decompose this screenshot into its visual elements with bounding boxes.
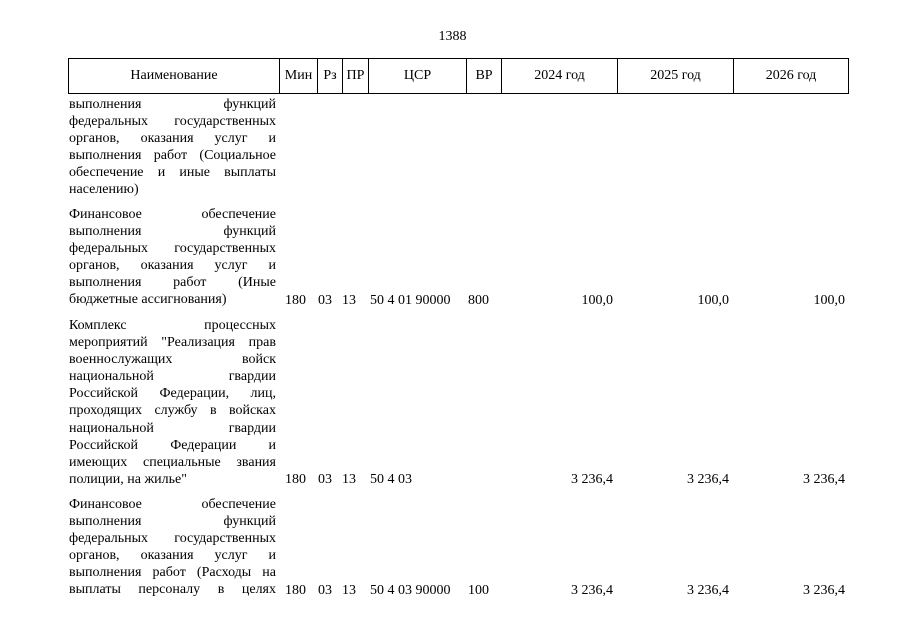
cell-csr: 50 4 03 90000 <box>370 582 451 598</box>
header-csr: ЦСР <box>368 58 466 94</box>
row-name-line: имеющих специальные звания <box>69 454 276 470</box>
header-2026: 2026 год <box>733 58 849 94</box>
cell-2026: 3 236,4 <box>803 472 845 487</box>
row-name <box>69 317 276 488</box>
row-name-line: Финансовое обеспечение <box>69 497 276 512</box>
cell-2024: 3 236,4 <box>571 472 613 487</box>
cell-csr: 50 4 01 90000 <box>370 292 451 308</box>
cell-2025: 3 236,4 <box>687 472 729 487</box>
header-2024: 2024 год <box>501 58 617 94</box>
row-name-line: выполнения функций <box>69 514 276 530</box>
cell-min: 180 <box>285 292 306 308</box>
row-name-line: проходящих службу в войсках <box>69 403 276 419</box>
row-name <box>69 96 276 199</box>
header-rz: Рз <box>317 58 342 94</box>
page-number: 1388 <box>438 29 467 44</box>
row-name-line: выполнения функций <box>69 224 276 240</box>
cell-2026: 100,0 <box>813 292 845 308</box>
row-name-line: национальной гвардии <box>69 369 276 385</box>
header-min: Мин <box>279 58 317 94</box>
cell-2024: 100,0 <box>581 292 613 308</box>
header-2025: 2025 год <box>617 58 733 94</box>
row-name-line: выполнения работ (Расходы на <box>69 565 276 581</box>
row-name-line: обеспечение и иные выплаты <box>69 165 276 181</box>
cell-vr: 100 <box>468 582 489 598</box>
row-name-line: Российской Федерации и <box>69 437 276 453</box>
row-name-line: органов, оказания услуг и <box>69 258 276 274</box>
header-vr: ВР <box>466 58 501 94</box>
row-name-line: Российской Федерации, лиц, <box>69 386 276 402</box>
row-name-line: мероприятий "Реализация прав <box>69 335 276 351</box>
cell-2025: 100,0 <box>697 292 729 308</box>
row-name-line: бюджетные ассигнования) <box>69 292 227 308</box>
cell-rz: 03 <box>318 292 332 308</box>
cell-rz: 03 <box>318 582 332 598</box>
row-name-line: национальной гвардии <box>69 420 276 436</box>
row-name-line: военнослужащих войск <box>69 352 276 368</box>
row-name-line: населению) <box>69 182 139 198</box>
cell-min: 180 <box>285 582 306 598</box>
cell-2025: 3 236,4 <box>687 582 729 598</box>
row-name-line: федеральных государственных <box>69 114 276 130</box>
cell-rz: 03 <box>318 472 332 487</box>
table-header <box>68 58 849 95</box>
cell-pr: 13 <box>342 472 356 487</box>
row-name-line: выплаты персоналу в целях <box>69 582 276 598</box>
row-name-line: федеральных государственных <box>69 241 276 257</box>
cell-csr: 50 4 03 <box>370 472 412 487</box>
cell-vr: 800 <box>468 292 489 308</box>
cell-pr: 13 <box>342 582 356 598</box>
row-name-line: органов, оказания услуг и <box>69 548 276 564</box>
cell-pr: 13 <box>342 292 356 308</box>
row-name-line: выполнения работ (Иные <box>69 275 276 291</box>
cell-min: 180 <box>285 472 306 487</box>
row-name <box>69 496 276 599</box>
row-name-line: Финансовое обеспечение <box>69 207 276 222</box>
row-name-line: выполнения функций <box>69 97 276 112</box>
row-name-line: полиции, на жилье" <box>69 471 187 487</box>
row-name-line: Комплекс процессных <box>69 318 276 333</box>
row-name <box>69 206 276 309</box>
cell-2024: 3 236,4 <box>571 582 613 598</box>
row-name-line: выполнения работ (Социальное <box>69 148 276 164</box>
row-name-line: федеральных государственных <box>69 531 276 547</box>
header-pr: ПР <box>342 58 368 94</box>
row-name-line: органов, оказания услуг и <box>69 131 276 147</box>
header-name: Наименование <box>68 58 279 94</box>
cell-2026: 3 236,4 <box>803 582 845 598</box>
